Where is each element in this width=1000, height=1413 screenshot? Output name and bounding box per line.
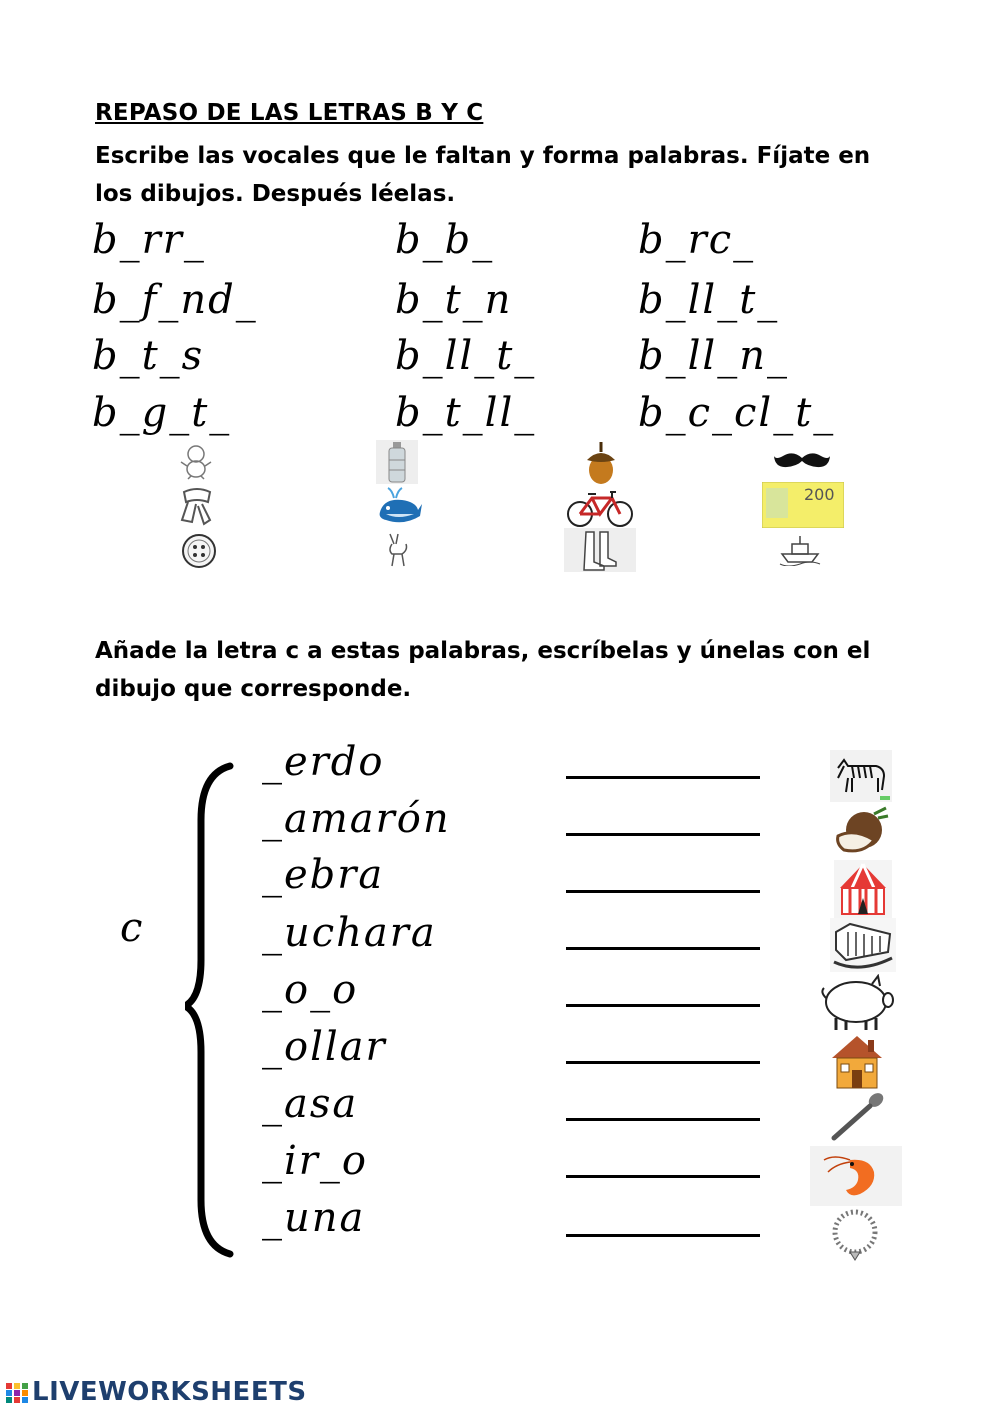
answer-line-2[interactable]	[566, 833, 760, 836]
fill-word: _ebra	[262, 852, 385, 898]
pig-icon	[818, 974, 894, 1032]
answer-line-6[interactable]	[566, 1061, 760, 1064]
liveworksheets-logo-icon	[6, 1383, 28, 1403]
cursive-word: b_ll_t_	[395, 333, 537, 379]
instruction-1: Escribe las vocales que le faltan y forma palabras. Fíjate en los dibujos. Después léelas.	[95, 143, 871, 207]
answer-line-4[interactable]	[566, 947, 760, 950]
cursive-word: b_t_s	[92, 333, 205, 379]
cradle-icon	[830, 918, 896, 972]
curly-brace	[185, 760, 245, 1260]
acorn-icon	[582, 440, 620, 486]
cursive-word: b_c_cl_t_	[638, 390, 836, 436]
cursive-word: b_f_nd_	[92, 277, 258, 323]
answer-line-5[interactable]	[566, 1004, 760, 1007]
baby-icon	[178, 442, 214, 480]
fill-word: _una	[262, 1195, 366, 1241]
necklace-icon	[826, 1206, 884, 1264]
fill-word: _o_o	[262, 967, 359, 1013]
button-icon	[180, 532, 218, 570]
scarf-icon	[178, 486, 216, 526]
answer-line-1[interactable]	[566, 776, 760, 779]
cursive-word: b_t_ll_	[395, 390, 537, 436]
answer-line-8[interactable]	[566, 1175, 760, 1178]
mustache-icon	[773, 450, 831, 472]
zebra-icon	[830, 750, 892, 802]
answer-line-9[interactable]	[566, 1234, 760, 1237]
spoon-icon	[826, 1090, 886, 1146]
cursive-word: b_g_t_	[92, 390, 232, 436]
cursive-word: b_t_n	[395, 277, 513, 323]
answer-line-3[interactable]	[566, 890, 760, 893]
page-title: REPASO DE LAS LETRAS B Y C	[95, 100, 484, 126]
fill-word: _erdo	[262, 739, 385, 785]
fill-word: _ir_o	[262, 1138, 368, 1184]
cursive-word: b_rr_	[92, 217, 206, 263]
cursive-word: b_rc_	[638, 217, 756, 263]
cursive-word: b_ll_t_	[638, 277, 780, 323]
fill-word: _amarón	[262, 796, 451, 842]
boat-icon	[778, 534, 822, 566]
banknote-value: 200	[804, 485, 835, 504]
donkey-icon	[382, 530, 412, 570]
bottle-icon	[376, 440, 418, 484]
house-icon	[828, 1032, 886, 1090]
fill-word: _uchara	[262, 910, 437, 956]
whale-icon	[374, 486, 422, 526]
banknote-icon	[762, 482, 844, 528]
cursive-word: b_b_	[395, 217, 495, 263]
fill-word: _asa	[262, 1081, 359, 1127]
shrimp-icon	[810, 1146, 902, 1206]
instruction-2: Añade la letra c a estas palabras, escríbelas y únelas con el dibujo que corresponde.	[95, 638, 871, 702]
letter-c: c	[120, 905, 143, 951]
circus-tent-icon	[834, 860, 892, 918]
cursive-word: b_ll_n_	[638, 333, 789, 379]
footer-brand: LIVEWORKSHEETS	[32, 1377, 307, 1407]
bicycle-icon	[566, 486, 634, 530]
fill-word: _ollar	[262, 1024, 387, 1070]
boots-icon	[564, 528, 636, 572]
answer-line-7[interactable]	[566, 1118, 760, 1121]
coconut-icon	[834, 806, 890, 856]
